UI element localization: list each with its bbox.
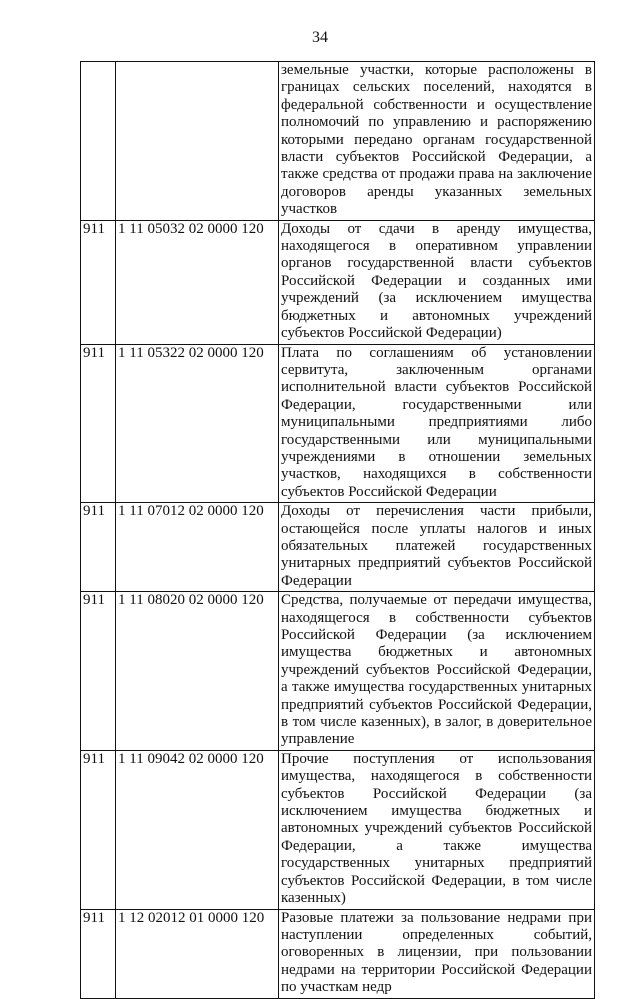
budget-classification-code-cell: 1 11 07012 02 0000 120 xyxy=(116,503,279,592)
table-row xyxy=(81,62,595,221)
budget-classification-code-cell: 1 11 05032 02 0000 120 xyxy=(116,220,279,344)
revenue-description-cell: Средства, получаемые от передачи имущества, находящегося в собственности субъектов Российской Федерации (за исключением имущества бюджетных и автономных учреждений субъектов Российской Федерации, а также имущества государственных унитарных предприятий субъектов Российской Федерации, в том числе казенных), в залог, в доверительное управление xyxy=(279,592,595,751)
table-row xyxy=(81,592,595,751)
admin-code-cell: 911 xyxy=(81,220,116,344)
budget-classification-code-cell: 1 11 08020 02 0000 120 xyxy=(116,592,279,751)
revenue-description-cell: Доходы от сдачи в аренду имущества, находящегося в оперативном управлении органов государственной власти субъектов Российской Федерации и созданных ими учреждений (за исключением имущества бюджетных и автономных учреждений субъектов Российской Федерации) xyxy=(279,220,595,344)
table-row xyxy=(81,220,595,344)
revenue-description-cell: Разовые платежи за пользование недрами при наступлении определенных событий, оговоренных в лицензии, при пользовании недрами на территории Российской Федерации по участкам недр xyxy=(279,909,595,998)
budget-classification-code-cell: 1 11 05322 02 0000 120 xyxy=(116,344,279,503)
revenue-description-cell: Прочие поступления от использования имущества, находящегося в собственности субъектов Российской Федерации (за исключением имущества бюджетных и автономных учреждений субъектов Российской Федерации, а также имущества государственных унитарных предприятий субъектов Российской Федерации, в том числе казенных) xyxy=(279,750,595,909)
admin-code-cell xyxy=(81,62,116,221)
budget-classification-code-cell xyxy=(116,62,279,221)
page-number: 34 xyxy=(312,29,328,46)
table-row xyxy=(81,750,595,909)
revenue-description-cell: земельные участки, которые расположены в границах сельских поселений, находятся в федеральной собственности и осуществление полномочий по управлению и распоряжению которыми передано органам государственной власти субъектов Российской Федерации, а также средства от продажи права на заключение договоров аренды указанных земельных участков xyxy=(279,62,595,221)
admin-code-cell: 911 xyxy=(81,750,116,909)
budget-classification-code-cell: 1 11 09042 02 0000 120 xyxy=(116,750,279,909)
admin-code-cell: 911 xyxy=(81,592,116,751)
table-row xyxy=(81,909,595,998)
revenue-code-table xyxy=(80,61,595,999)
table-row xyxy=(81,503,595,592)
revenue-description-cell: Плата по соглашениям об установлении сервитута, заключенным органами исполнительной власти субъектов Российской Федерации, государственными или муниципальными предприятиями либо государственными или муниципальными учреждениями в отношении земельных участков, находящихся в собственности субъектов Российской Федерации xyxy=(279,344,595,503)
admin-code-cell: 911 xyxy=(81,503,116,592)
admin-code-cell: 911 xyxy=(81,344,116,503)
table-row xyxy=(81,344,595,503)
budget-classification-code-cell: 1 12 02012 01 0000 120 xyxy=(116,909,279,998)
revenue-description-cell: Доходы от перечисления части прибыли, остающейся после уплаты налогов и иных обязательных платежей государственных унитарных предприятий субъектов Российской Федерации xyxy=(279,503,595,592)
admin-code-cell: 911 xyxy=(81,909,116,998)
